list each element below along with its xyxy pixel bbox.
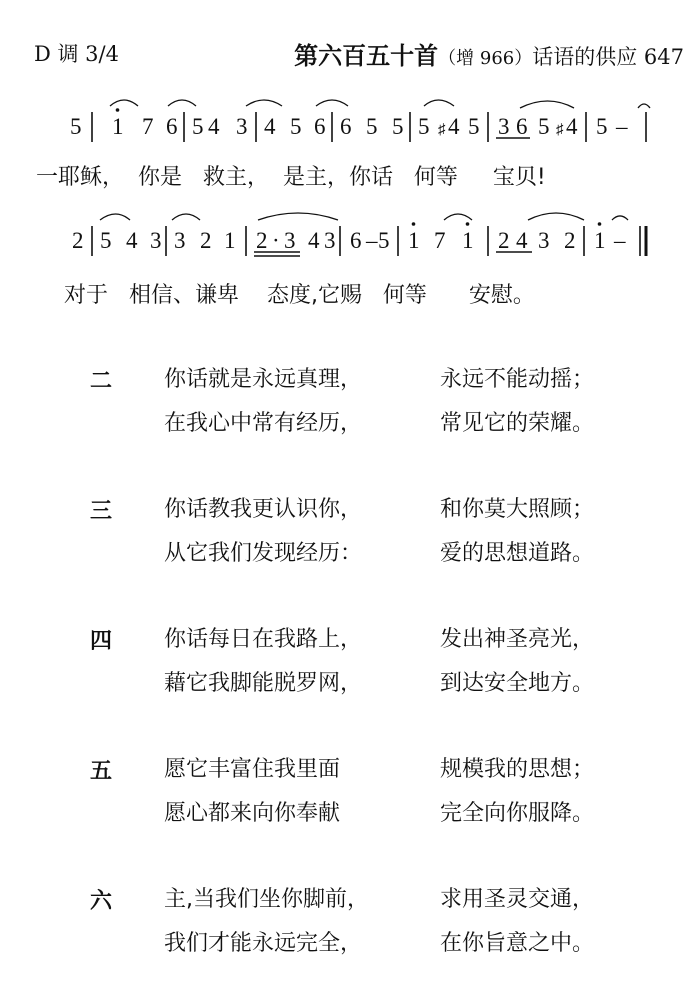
svg-text:6: 6 bbox=[314, 114, 326, 139]
svg-text:5: 5 bbox=[596, 114, 608, 139]
hymn-header bbox=[34, 36, 684, 70]
verse-number: 四 bbox=[90, 629, 113, 654]
verse-line: 到达安全地方。 bbox=[440, 671, 595, 696]
verse-line: 愿它丰富住我里面 bbox=[164, 757, 341, 782]
key-signature: D 调 3/4 bbox=[34, 42, 119, 66]
svg-text:1: 1 bbox=[224, 228, 236, 253]
score-line-1 bbox=[60, 98, 680, 148]
svg-text:5: 5 bbox=[192, 114, 204, 139]
svg-text:2: 2 bbox=[72, 228, 84, 253]
svg-text:1: 1 bbox=[112, 114, 124, 139]
svg-text:1: 1 bbox=[594, 228, 606, 253]
svg-text:5: 5 bbox=[538, 114, 550, 139]
verse-line: 完全向你服降。 bbox=[440, 801, 595, 826]
score-line-2 bbox=[60, 212, 680, 262]
svg-text:5: 5 bbox=[290, 114, 302, 139]
verse-line: 和你莫大照顾； bbox=[440, 497, 595, 522]
hymn-note: （增 966） bbox=[438, 48, 533, 69]
hymn-title: 第六百五十首 bbox=[294, 42, 439, 70]
svg-text:5: 5 bbox=[392, 114, 404, 139]
svg-text:2: 2 bbox=[200, 228, 212, 253]
lyric-line-1: 一耶稣， 你是 救主， 是主，你话 何等 宝贝! bbox=[36, 165, 546, 190]
verse-line: 你话就是永远真理， bbox=[164, 367, 363, 392]
verse-line: 你话每日在我路上， bbox=[164, 627, 363, 652]
verse-line: 藉它我脚能脱罗网， bbox=[164, 671, 363, 696]
verse-5 bbox=[90, 752, 650, 852]
svg-text:3: 3 bbox=[284, 228, 296, 253]
svg-text:6: 6 bbox=[350, 228, 362, 253]
svg-text:5: 5 bbox=[100, 228, 112, 253]
svg-text:6: 6 bbox=[166, 114, 178, 139]
svg-text:2: 2 bbox=[498, 228, 510, 253]
svg-text:4: 4 bbox=[448, 114, 460, 139]
verse-number: 二 bbox=[90, 369, 113, 394]
svg-text:1: 1 bbox=[462, 228, 474, 253]
svg-text:5: 5 bbox=[468, 114, 480, 139]
verse-line: 你话教我更认识你， bbox=[164, 497, 363, 522]
svg-text:3: 3 bbox=[538, 228, 550, 253]
verse-number: 三 bbox=[90, 499, 113, 524]
verse-line: 爱的思想道路。 bbox=[440, 541, 595, 566]
verse-line: 常见它的荣耀。 bbox=[440, 411, 595, 436]
svg-text:4: 4 bbox=[208, 114, 220, 139]
verse-line: 规模我的思想； bbox=[440, 757, 595, 782]
title-block bbox=[294, 36, 684, 71]
verse-3 bbox=[90, 492, 650, 592]
svg-text:5: 5 bbox=[366, 114, 378, 139]
svg-text:3: 3 bbox=[498, 114, 510, 139]
svg-text:4: 4 bbox=[516, 228, 528, 253]
svg-text:3: 3 bbox=[236, 114, 248, 139]
verse-line: 求用圣灵交通， bbox=[440, 887, 595, 912]
score-line-2-svg bbox=[60, 212, 680, 262]
lyric-line-2: 对于 相信、谦卑 态度,它赐 何等 安慰。 bbox=[64, 283, 535, 308]
verse-2 bbox=[90, 362, 650, 462]
hymn-reference: 话语的供应 647 bbox=[532, 45, 684, 69]
svg-text:2: 2 bbox=[256, 228, 268, 253]
verse-line: 主,当我们坐你脚前， bbox=[164, 887, 369, 912]
svg-text:3: 3 bbox=[150, 228, 162, 253]
svg-text:7: 7 bbox=[142, 114, 154, 139]
verse-number: 五 bbox=[90, 759, 113, 784]
svg-text:♯: ♯ bbox=[438, 122, 446, 138]
verse-line: 愿心都来向你奉献 bbox=[164, 801, 341, 826]
svg-text:3: 3 bbox=[324, 228, 336, 253]
verse-line: 在你旨意之中。 bbox=[440, 931, 595, 956]
score-line-1-svg bbox=[60, 98, 680, 148]
svg-text:–: – bbox=[616, 114, 628, 139]
svg-text:–: – bbox=[366, 228, 378, 253]
svg-text:5: 5 bbox=[70, 114, 82, 139]
verse-6 bbox=[90, 882, 650, 982]
verse-4 bbox=[90, 622, 650, 722]
svg-text:5: 5 bbox=[378, 228, 390, 253]
svg-text:4: 4 bbox=[308, 228, 320, 253]
svg-text:–: – bbox=[614, 228, 626, 253]
verse-number: 六 bbox=[90, 889, 113, 914]
svg-text:1: 1 bbox=[408, 228, 420, 253]
verse-line: 永远不能动摇； bbox=[440, 367, 595, 392]
verse-line: 发出神圣亮光， bbox=[440, 627, 595, 652]
svg-text:7: 7 bbox=[434, 228, 446, 253]
verse-line: 从它我们发现经历： bbox=[164, 541, 363, 566]
verse-line: 在我心中常有经历， bbox=[164, 411, 363, 436]
svg-text:·: · bbox=[272, 228, 280, 253]
verse-line: 我们才能永远完全， bbox=[164, 931, 363, 956]
svg-text:6: 6 bbox=[516, 114, 528, 139]
svg-text:5: 5 bbox=[418, 114, 430, 139]
svg-text:3: 3 bbox=[174, 228, 186, 253]
svg-text:4: 4 bbox=[566, 114, 578, 139]
svg-text:♯: ♯ bbox=[556, 122, 564, 138]
svg-text:6: 6 bbox=[340, 114, 352, 139]
svg-text:2: 2 bbox=[564, 228, 576, 253]
svg-text:4: 4 bbox=[264, 114, 276, 139]
svg-text:4: 4 bbox=[126, 228, 138, 253]
